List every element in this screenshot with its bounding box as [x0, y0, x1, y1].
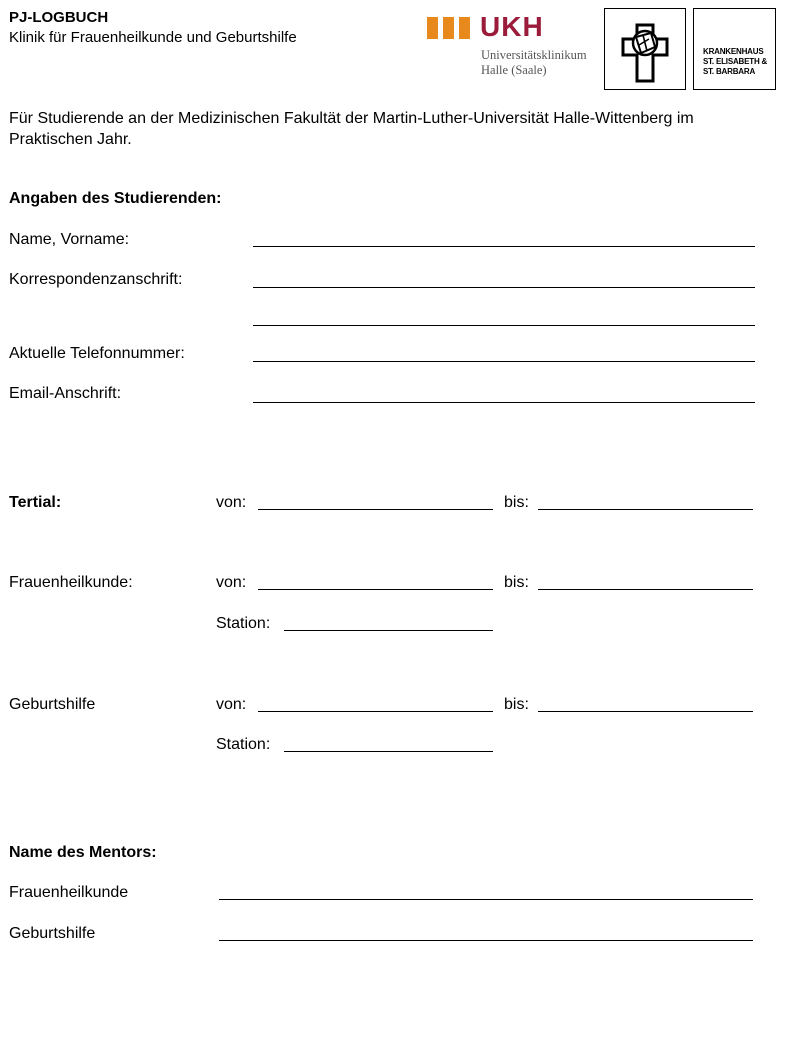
geburtshilfe-station-label: Station: [216, 736, 271, 753]
frauenheilkunde-from-label: von: [216, 574, 247, 591]
krankenhaus-logo-line3: ST. BARBARA [703, 67, 756, 76]
document-subtitle: Klinik für Frauenheilkunde und Geburtshilfe [9, 29, 297, 46]
geburtshilfe-to-line[interactable] [538, 711, 753, 712]
mentor-section-heading: Name des Mentors: [9, 844, 157, 861]
mentor-geburtshilfe-line[interactable] [219, 940, 753, 941]
ukh-bars-icon [427, 17, 471, 39]
email-field-line[interactable] [253, 402, 755, 403]
tertial-to-line[interactable] [538, 509, 753, 510]
geburtshilfe-from-label: von: [216, 696, 247, 713]
phone-field-line[interactable] [253, 361, 755, 362]
address-field-line-1[interactable] [253, 287, 755, 288]
student-section-heading: Angaben des Studierenden: [9, 190, 222, 207]
krankenhaus-logo-line1: KRANKENHAUS [703, 47, 764, 56]
name-label: Name, Vorname: [9, 231, 130, 248]
mentor-frauenheilkunde-line[interactable] [219, 899, 753, 900]
ukh-logo-text: UKH [480, 11, 544, 42]
frauenheilkunde-station-label: Station: [216, 615, 271, 632]
frauenheilkunde-from-line[interactable] [258, 589, 493, 590]
geburtshilfe-from-line[interactable] [258, 711, 493, 712]
krankenhaus-logo [693, 8, 776, 90]
frauenheilkunde-to-label: bis: [504, 574, 529, 591]
geburtshilfe-to-label: bis: [504, 696, 529, 713]
phone-label: Aktuelle Telefonnummer: [9, 345, 185, 362]
address-field-line-2[interactable] [253, 325, 755, 326]
ukh-logo-line2: Halle (Saale) [481, 63, 547, 77]
geburtshilfe-station-line[interactable] [284, 751, 493, 752]
tertial-label: Tertial: [9, 494, 62, 511]
email-label: Email-Anschrift: [9, 385, 122, 402]
name-field-line[interactable] [253, 246, 755, 247]
document-title: PJ-LOGBUCH [9, 9, 109, 26]
krankenhaus-logo-line2: ST. ELISABETH & [703, 57, 768, 66]
geburtshilfe-label: Geburtshilfe [9, 696, 96, 713]
ukh-logo-line1: Universitätsklinikum [481, 48, 587, 62]
cross-rose-emblem-icon [604, 8, 686, 90]
tertial-from-label: von: [216, 494, 247, 511]
frauenheilkunde-station-line[interactable] [284, 630, 493, 631]
mentor-frauenheilkunde-label: Frauenheilkunde [9, 884, 129, 901]
frauenheilkunde-label: Frauenheilkunde: [9, 574, 133, 591]
tertial-to-label: bis: [504, 494, 529, 511]
intro-text: Für Studierende an der Medizinischen Fakultät der Martin-Luther-Universität Halle-Wittenberg im Praktischen Jahr. [9, 110, 694, 148]
mentor-geburtshilfe-label: Geburtshilfe [9, 925, 96, 942]
tertial-from-line[interactable] [258, 509, 493, 510]
address-label: Korrespondenzanschrift: [9, 271, 183, 288]
frauenheilkunde-to-line[interactable] [538, 589, 753, 590]
